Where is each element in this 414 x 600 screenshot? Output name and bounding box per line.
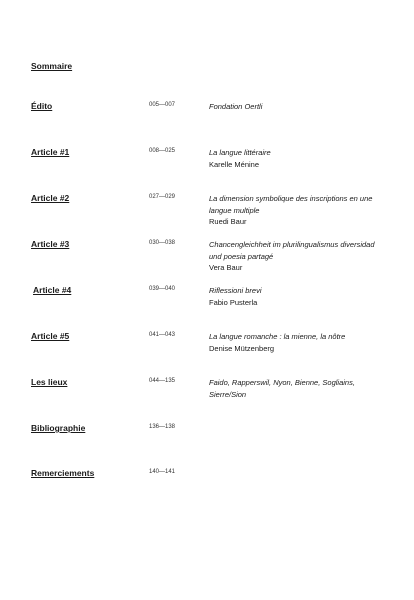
entry-title [209, 285, 379, 308]
page-range: 044—135 [149, 378, 176, 384]
page-range: 030—038 [149, 240, 176, 246]
page-range: 041—043 [149, 332, 176, 338]
entry-title-text: Chancengleichheit im plurilingualismus diversidad und poesia partagé [209, 240, 375, 261]
section-link-article-1[interactable]: Article #1 [31, 147, 70, 157]
entry-author: Karelle Ménine [209, 159, 260, 169]
entry-title-text: Fondation Oertli [209, 102, 263, 111]
section-link-les-lieux[interactable]: Les lieux [31, 377, 68, 387]
section-link-edito[interactable]: Édito [31, 101, 53, 111]
entry-author: Fabio Pusterla [209, 297, 258, 307]
entry-title-text: La langue littéraire [209, 148, 271, 157]
page-range: 039—040 [149, 286, 176, 292]
page-range: 005—007 [149, 102, 176, 108]
entry-title-text: Faido, Rapperswil, Nyon, Bienne, Sogliains, Sierre/Sion [209, 378, 355, 399]
entry-title-text: La langue romanche : la mienne, la nôtre [209, 332, 346, 341]
section-link-article-3[interactable]: Article #3 [31, 239, 70, 249]
entry-author: Vera Baur [209, 263, 243, 272]
entry-title [209, 239, 379, 274]
page-range: 008—025 [149, 148, 176, 154]
entry-title [209, 193, 379, 228]
page-range: 136—138 [149, 424, 176, 430]
entry-title [209, 101, 379, 113]
section-link-article-4[interactable]: Article #4 [33, 285, 72, 295]
section-link-article-5[interactable]: Article #5 [31, 331, 70, 341]
entry-title [209, 377, 379, 400]
page-range: 027—029 [149, 194, 176, 200]
entry-author: Ruedi Baur [209, 217, 247, 226]
entry-title [209, 147, 379, 170]
entry-title [209, 331, 379, 354]
entry-title-text: Riflessioni brevi [209, 286, 262, 295]
section-link-remerciements[interactable]: Remerciements [31, 468, 95, 478]
toc-heading: Sommaire [31, 61, 73, 71]
entry-title-text: La dimension symbolique des inscriptions en une langue multiple [209, 194, 373, 215]
section-link-bibliographie[interactable]: Bibliographie [31, 423, 86, 433]
entry-author: Denise Mützenberg [209, 343, 275, 353]
page-range: 140—141 [149, 469, 176, 475]
section-link-article-2[interactable]: Article #2 [31, 193, 70, 203]
